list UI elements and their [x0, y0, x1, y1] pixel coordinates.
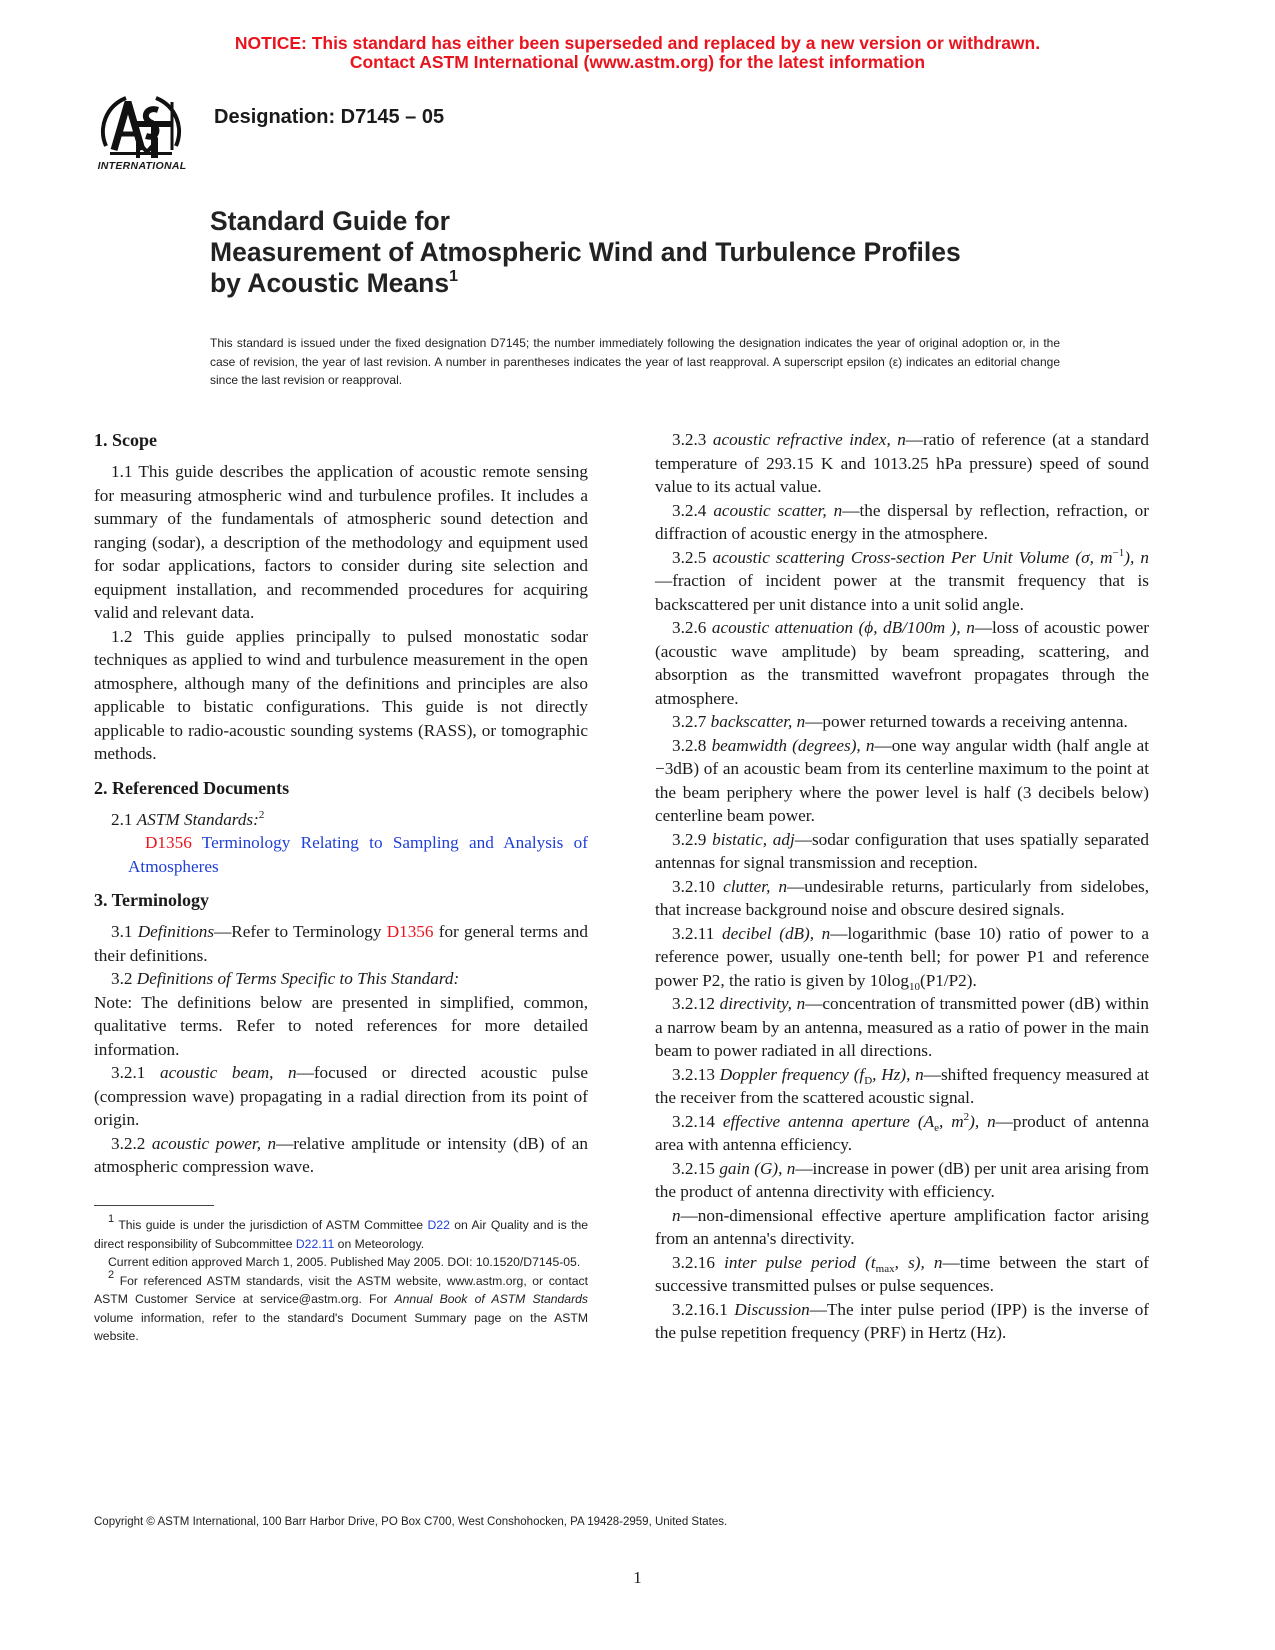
- term-definition: —fraction of incident power at the transmit frequency that is backscattered per unit distance into a unit solid angle.: [655, 571, 1149, 614]
- term-number: 3.2.1: [111, 1063, 146, 1082]
- designation: Designation: D7145 – 05: [214, 106, 445, 128]
- para-3-1-reference-link[interactable]: D1356: [386, 922, 434, 941]
- term-subscript: max: [875, 1262, 895, 1275]
- section-referenced-heading: 2. Referenced Documents: [94, 777, 290, 798]
- committee-d22-link[interactable]: D22: [427, 1218, 450, 1232]
- term-number: 3.2.12: [672, 994, 715, 1013]
- footnote-2-text-b: volume information, refer to the standard's Document Summary page on the ASTM website.: [94, 1310, 588, 1343]
- issue-note: This standard is issued under the fixed designation D7145; the number immediately following the designation indicates the year of original adoption or, in the case of revision, the year of last revision. A number in parentheses indicates the year of last reapproval. A superscript epsilon (ε) indicates an editorial change since the last revision or reapproval.: [210, 336, 1060, 387]
- reference-d1356-code[interactable]: D1356: [145, 833, 192, 852]
- subcommittee-d22-11-link[interactable]: D22.11: [295, 1236, 335, 1251]
- term-name-cont-2: ), n: [969, 1111, 996, 1131]
- term-3-2-11: [655, 922, 1149, 993]
- withdrawal-notice: [0, 34, 1275, 72]
- term-3-2-1: [94, 1061, 588, 1132]
- para-3-1: [94, 920, 588, 967]
- notice-line-1: NOTICE: This standard has either been superseded and replaced by a new version or withdrawn.: [234, 33, 1041, 53]
- term-number: 3.2.6: [672, 618, 707, 637]
- term-definition: —relative amplitude or intensity (dB) of an atmospheric compression wave.: [94, 1133, 589, 1176]
- term-superscript: −1: [1112, 546, 1125, 559]
- reference-d1356: [94, 831, 588, 878]
- term-definition: —product of antenna area with antenna efficiency.: [655, 1111, 1149, 1154]
- term-3-2-12: [655, 992, 1149, 1063]
- term-subscript: 10: [908, 980, 920, 993]
- footnote-1-mark: 1: [108, 1213, 115, 1225]
- term-definition: —time between the start of successive transmitted pulses or pulse sequences.: [655, 1252, 1149, 1295]
- term-definition-cont: (P1/P2).: [919, 970, 977, 990]
- term-number: 3.2.2: [111, 1133, 146, 1153]
- notice-line-2: Contact ASTM International (www.astm.org) for the latest information: [349, 52, 926, 72]
- para-2-1-text: ASTM Standards:: [136, 809, 259, 829]
- footnotes: [94, 1213, 589, 1346]
- term-name: acoustic power, n: [151, 1133, 277, 1153]
- para-2-1-number: 2.1: [111, 809, 133, 829]
- title-line-3-text: by Acoustic Means: [210, 268, 450, 298]
- section-terminology-heading: 3. Terminology: [94, 890, 210, 910]
- term-name-cont: , Hz), n: [872, 1064, 924, 1084]
- footnote-1: [94, 1213, 589, 1253]
- footnote-1-text-b: on Air Quality and is the direct responsibility of Subcommittee: [94, 1218, 589, 1251]
- astm-logo: [92, 88, 192, 180]
- term-name: bistatic, adj: [712, 829, 795, 849]
- term-name: backscatter, n: [710, 712, 806, 731]
- term-name: gain (G), n: [719, 1158, 796, 1178]
- term-3-2-8: [655, 734, 1149, 828]
- footnote-1-text-a: This guide is under the jurisdiction of ASTM Committee: [118, 1218, 424, 1232]
- term-name: acoustic scattering Cross-section Per Unit Volume (σ, m: [712, 547, 1113, 567]
- term-number: 3.2.9: [672, 829, 707, 849]
- term-definition: —concentration of transmitted power (dB) within a narrow beam by an antenna, measured as a ratio of power in the main beam to power radiated in all directions.: [655, 994, 1150, 1060]
- para-1-2: 1.2 This guide applies principally to pulsed monostatic sodar techniques as applied to wind and turbulence measurement in the open atmosphere, although many of the definitions and principles are also applicable to bistatic configurations. This guide is not directly applicable to radio-acoustic sounding systems (RASS), or tomographic methods.: [94, 626, 588, 763]
- para-2-1-footnote-mark: 2: [258, 808, 265, 821]
- term-name: acoustic scatter, n: [713, 500, 843, 520]
- term-definition: —power returned towards a receiving antenna.: [805, 712, 1128, 731]
- term-name: Discussion: [734, 1299, 810, 1319]
- footnote-2-mark: 2: [108, 1268, 115, 1281]
- term-definition: —non-dimensional effective aperture amplification factor arising from an antenna's directivity.: [655, 1205, 1149, 1248]
- reference-d1356-title[interactable]: Terminology Relating to Sampling and Analysis of Atmospheres: [128, 833, 588, 876]
- term-definition: —logarithmic (base 10) ratio of power to a reference power, usually one-tenth bell; for power P1 and reference power P2, the ratio is given by 10log: [655, 923, 1150, 990]
- term-name: n: [672, 1205, 681, 1225]
- section-scope-heading: 1. Scope: [94, 430, 157, 450]
- term-name: clutter, n: [723, 876, 788, 896]
- term-name: effective antenna aperture (A: [722, 1111, 935, 1131]
- para-1-1: 1.1 This guide describes the application of acoustic remote sensing for measuring atmospheric wind and turbulence profiles. It includes a summary of the fundamentals of atmospheric sound detection and ranging (sodar), a description of the methodology and equipment used for sodar applications, factors to consider during site selection and equipment installation, and recommended procedures for acquiring valid and relevant data.: [94, 462, 588, 622]
- term-definition: —loss of acoustic power (acoustic wave amplitude) by beam spreading, scattering, and absorption as the transmitted wavefront propagates through the atmosphere.: [655, 618, 1149, 708]
- para-3-1-number: 3.1: [111, 922, 133, 941]
- footnote-2: [94, 1268, 589, 1346]
- term-number: 3.2.14: [672, 1111, 715, 1131]
- term-subscript: D: [864, 1074, 873, 1087]
- terminology-note: Note: The definitions below are presented in simplified, common, qualitative terms. Refer to noted references for more detailed information.: [94, 992, 588, 1059]
- para-3-1-term: Definitions: [137, 922, 215, 941]
- term-number: 3.2.15: [672, 1158, 715, 1178]
- para-3-1-post: for general terms and their definitions.: [94, 922, 588, 965]
- term-number: 3.2.5: [672, 547, 707, 567]
- term-number: 3.2.13: [672, 1064, 715, 1084]
- term-3-2-16: [655, 1251, 1149, 1298]
- term-definition: —focused or directed acoustic pulse (compression wave) propagating in a radial direction from its point of origin.: [94, 1063, 589, 1129]
- term-name-cont: ), n: [1124, 547, 1149, 567]
- para-3-2-term: Definitions of Terms Specific to This Standard:: [136, 969, 460, 988]
- term-superscript: 2: [963, 1110, 970, 1123]
- term-name: decibel (dB), n: [721, 923, 831, 943]
- term-name: directivity, n: [719, 994, 806, 1013]
- term-name: acoustic refractive index, n: [712, 430, 906, 449]
- term-definition: —ratio of reference (at a standard temperature of 293.15 K and 1013.25 hPa pressure) speed of sound value to its actual value.: [655, 430, 1149, 496]
- term-definition: —the dispersal by reflection, refraction, or diffraction of acoustic energy in the atmosphere.: [655, 500, 1150, 543]
- term-3-2-2: [94, 1132, 588, 1179]
- term-number: 3.2.7: [672, 712, 707, 731]
- term-number: 3.2.8: [672, 735, 707, 755]
- term-3-2-15-alt: [655, 1204, 1149, 1251]
- term-definition: —sodar configuration that uses spatially separated antennas for signal transmission and reception.: [655, 829, 1149, 872]
- term-3-2-7: [655, 710, 1149, 734]
- term-name: Doppler frequency (f: [719, 1064, 865, 1084]
- title-line-2: Measurement of Atmospheric Wind and Turbulence Profiles: [210, 237, 961, 267]
- para-3-1-pre: —Refer to Terminology: [214, 922, 382, 941]
- term-3-2-16-1: [655, 1298, 1149, 1345]
- copyright: Copyright © ASTM International, 100 Barr Harbor Drive, PO Box C700, West Conshohocken, PA 19428-2959, United States.: [94, 1516, 728, 1528]
- term-number: 3.2.3: [672, 430, 707, 449]
- term-3-2-9: [655, 828, 1149, 875]
- term-name-cont: , m: [938, 1111, 964, 1131]
- term-number: 3.2.11: [672, 923, 715, 943]
- para-3-2: [94, 967, 588, 991]
- term-3-2-13: [655, 1063, 1149, 1110]
- footnote-2-text-a: For referenced ASTM standards, visit the ASTM website, www.astm.org, or contact ASTM Customer Service at service@astm.org. For: [94, 1273, 588, 1306]
- term-3-2-14: [655, 1110, 1149, 1157]
- term-number: 3.2.4: [672, 500, 707, 520]
- page-number: 1: [633, 1568, 642, 1587]
- footnote-1-text-c: on Meteorology.: [337, 1236, 425, 1251]
- logo-text: INTERNATIONAL: [97, 160, 187, 172]
- title-line-3: [210, 268, 1110, 299]
- term-definition: —one way angular width (half angle at −3dB) of an acoustic beam from its centerline maximum to the point at the beam periphery where the power level is half (3 decibels below) centerline beam power.: [655, 735, 1149, 825]
- term-3-2-10: [655, 875, 1149, 922]
- para-3-2-number: 3.2: [111, 969, 133, 988]
- term-3-2-3: [655, 428, 1149, 499]
- term-3-2-6: [655, 616, 1149, 710]
- title-footnote-mark: 1: [449, 268, 458, 285]
- term-definition: —increase in power (dB) per unit area arising from the product of antenna directivity with efficiency.: [655, 1158, 1150, 1201]
- term-3-2-5: [655, 546, 1149, 617]
- title-line-1: Standard Guide for: [210, 206, 450, 236]
- term-3-2-15: [655, 1157, 1149, 1204]
- term-definition: —undesirable returns, particularly from sidelobes, that increase background noise and obscure desired signals.: [655, 876, 1149, 919]
- term-3-2-4: [655, 499, 1149, 546]
- term-number: 3.2.10: [672, 876, 715, 896]
- footnote-2-italic: Annual Book of ASTM Standards: [394, 1292, 589, 1306]
- para-2-1: [94, 808, 588, 832]
- term-subscript: e: [934, 1121, 939, 1134]
- term-name: beamwidth (degrees), n: [711, 735, 875, 755]
- document-title: [210, 206, 1110, 299]
- footnote-1-edition: Current edition approved March 1, 2005. Published May 2005. DOI: 10.1520/D7145-05.: [108, 1255, 581, 1269]
- right-column: [655, 428, 1149, 1345]
- term-definition: —The inter pulse period (IPP) is the inverse of the pulse repetition frequency (PRF) in Hertz (Hz).: [655, 1299, 1150, 1342]
- term-name: inter pulse period (t: [724, 1252, 876, 1272]
- footnote-rule: [94, 1205, 214, 1206]
- term-number: 3.2.16.1: [672, 1299, 728, 1319]
- left-column: [94, 428, 588, 1179]
- term-definition: —shifted frequency measured at the receiver from the scattered acoustic signal.: [655, 1064, 1150, 1107]
- term-number: 3.2.16: [672, 1252, 715, 1272]
- term-name: acoustic beam, n: [160, 1063, 297, 1082]
- term-name-cont: , s), n: [894, 1252, 943, 1272]
- term-name: acoustic attenuation (ϕ, dB/100m ), n: [711, 618, 975, 637]
